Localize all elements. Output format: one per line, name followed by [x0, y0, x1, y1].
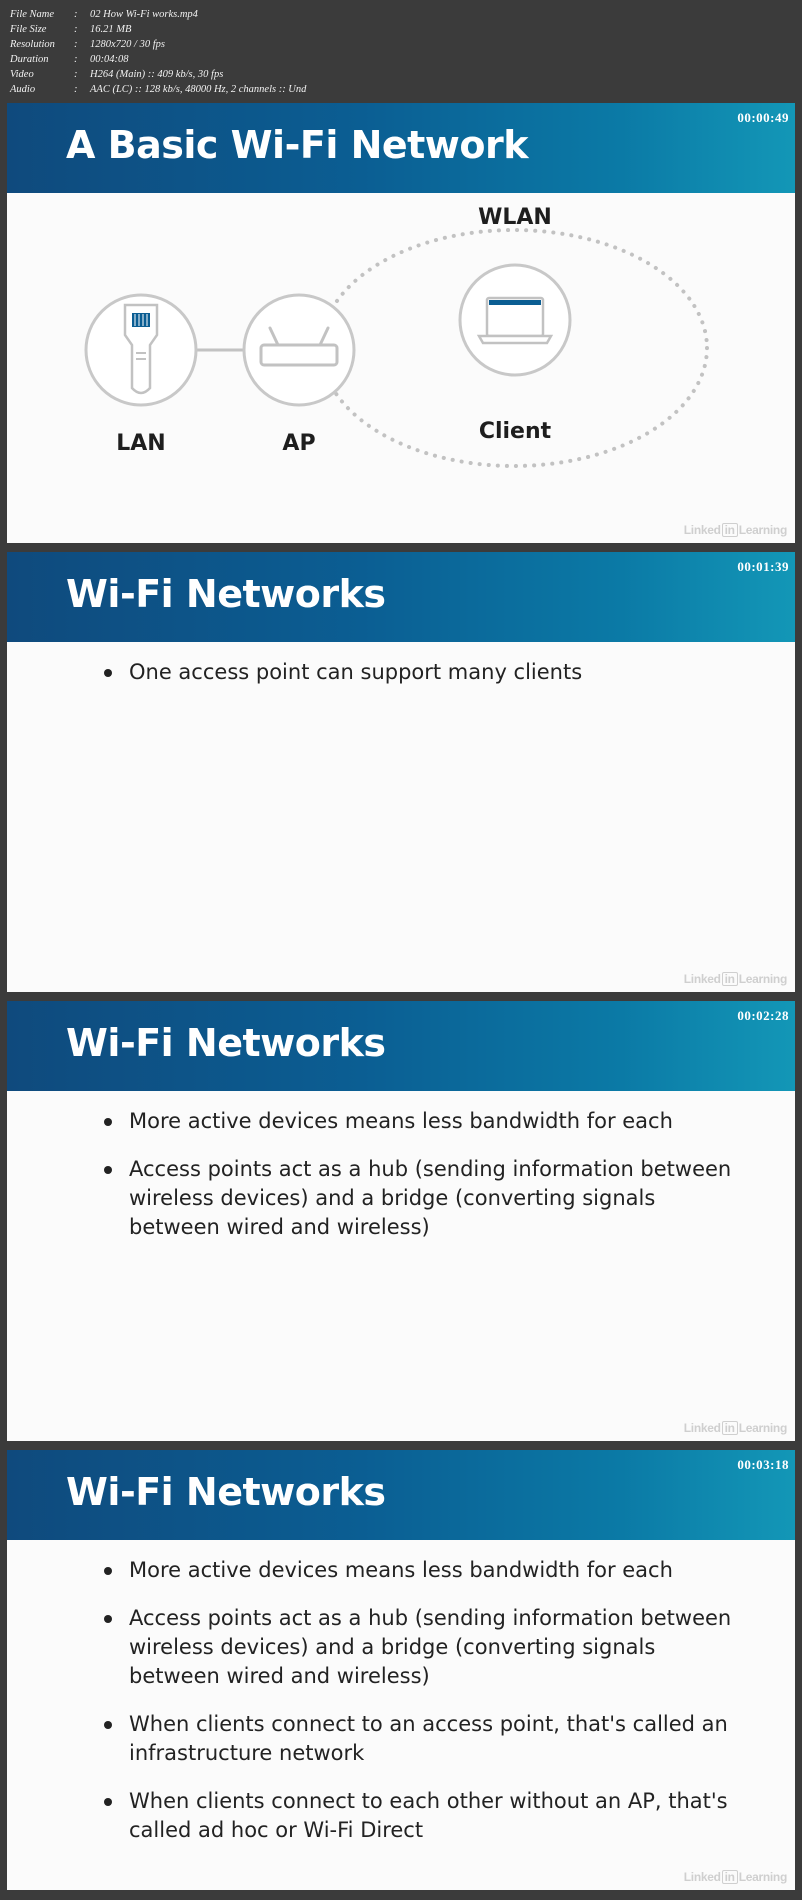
slide-banner — [7, 1001, 795, 1091]
bullet-text: Access points act as a hub (sending information between wireless devices) and a bridge (converting signals between wired and wireless) — [129, 1157, 732, 1239]
bullet-text: When clients connect to an access point, that's called an infrastructure network — [129, 1712, 728, 1765]
linkedin-learning-watermark: Linked in Learning — [683, 523, 787, 537]
bullet-dot — [104, 1798, 112, 1806]
file-info-header — [10, 7, 306, 97]
bullet-item — [102, 1787, 742, 1845]
bullet-list — [102, 1107, 742, 1261]
video-frame-3 — [7, 1001, 795, 1441]
bullet-list — [102, 1556, 742, 1864]
slide-title: Wi-Fi Networks — [66, 572, 386, 616]
ap-label: AP — [282, 431, 316, 456]
file-info-value: 16.21 MB — [90, 24, 132, 35]
file-info-key: File Name — [10, 9, 55, 20]
file-info-row: File Name : 02 How Wi-Fi works.mp4 — [10, 9, 198, 20]
bullet-dot — [104, 669, 112, 677]
bullet-text: More active devices means less bandwidth for each — [129, 1558, 673, 1582]
frame-timestamp: 00:00:49 — [737, 110, 789, 125]
file-info-value: 00:04:08 — [90, 54, 129, 65]
file-info-key: Audio — [10, 84, 36, 95]
bullet-dot — [104, 1166, 112, 1174]
file-info-value: 02 How Wi-Fi works.mp4 — [90, 9, 198, 20]
bullet-item — [102, 1710, 742, 1768]
linkedin-learning-watermark: Linked in Learning — [683, 1870, 787, 1884]
video-frame-2 — [7, 552, 795, 992]
file-info-row: Resolution : 1280x720 / 30 fps — [10, 39, 165, 50]
client-label: Client — [478, 419, 552, 444]
file-info-key: File Size — [10, 24, 47, 35]
linkedin-learning-watermark: Linked in Learning — [683, 972, 787, 986]
video-frame-4 — [7, 1450, 795, 1890]
frame-timestamp: 00:02:28 — [737, 1008, 789, 1023]
file-info-row: Duration : 00:04:08 — [10, 54, 129, 65]
slide-title: Wi-Fi Networks — [66, 1021, 386, 1065]
file-info-key: Resolution — [10, 39, 55, 50]
access-point-icon — [244, 295, 354, 405]
wifi-network-diagram — [7, 193, 795, 543]
ethernet-cable-icon — [86, 295, 196, 405]
slide-title: A Basic Wi-Fi Network — [66, 123, 529, 167]
bullet-text: When clients connect to each other without an AP, that's called ad hoc or Wi-Fi Direct — [129, 1789, 728, 1842]
file-info-value: H264 (Main) :: 409 kb/s, 30 fps — [90, 69, 224, 80]
bullet-item — [102, 658, 742, 687]
bullet-dot — [104, 1615, 112, 1623]
frame-timestamp: 00:01:39 — [737, 559, 789, 574]
wlan-label: WLAN — [478, 205, 552, 230]
file-info-key: Video — [10, 69, 34, 80]
bullet-dot — [104, 1118, 112, 1126]
lan-label: LAN — [116, 431, 166, 456]
file-info-key: Duration — [10, 54, 49, 65]
slide-title: Wi-Fi Networks — [66, 1470, 386, 1514]
file-info-value: 1280x720 / 30 fps — [90, 39, 165, 50]
bullet-text: One access point can support many clients — [129, 660, 583, 684]
video-frame-1 — [7, 103, 795, 543]
bullet-list — [102, 658, 742, 706]
file-info-row: Audio : AAC (LC) :: 128 kb/s, 48000 Hz, 2 channels :: Und — [10, 84, 307, 95]
bullet-item — [102, 1556, 742, 1585]
slide-banner — [7, 1450, 795, 1540]
bullet-dot — [104, 1721, 112, 1729]
file-info-row: Video : H264 (Main) :: 409 kb/s, 30 fps — [10, 69, 224, 80]
frame-timestamp: 00:03:18 — [737, 1457, 789, 1472]
bullet-text: Access points act as a hub (sending information between wireless devices) and a bridge (converting signals between wired and wireless) — [129, 1606, 732, 1688]
bullet-text: More active devices means less bandwidth for each — [129, 1109, 673, 1133]
bullet-item — [102, 1604, 742, 1691]
file-info-value: AAC (LC) :: 128 kb/s, 48000 Hz, 2 channels :: Und — [90, 84, 307, 95]
file-info-row: File Size : 16.21 MB — [10, 24, 132, 35]
bullet-item — [102, 1107, 742, 1136]
linkedin-learning-watermark: Linked in Learning — [683, 1421, 787, 1435]
slide-banner — [7, 103, 795, 193]
bullet-item — [102, 1155, 742, 1242]
bullet-dot — [104, 1567, 112, 1575]
laptop-icon — [460, 265, 570, 375]
slide-banner — [7, 552, 795, 642]
